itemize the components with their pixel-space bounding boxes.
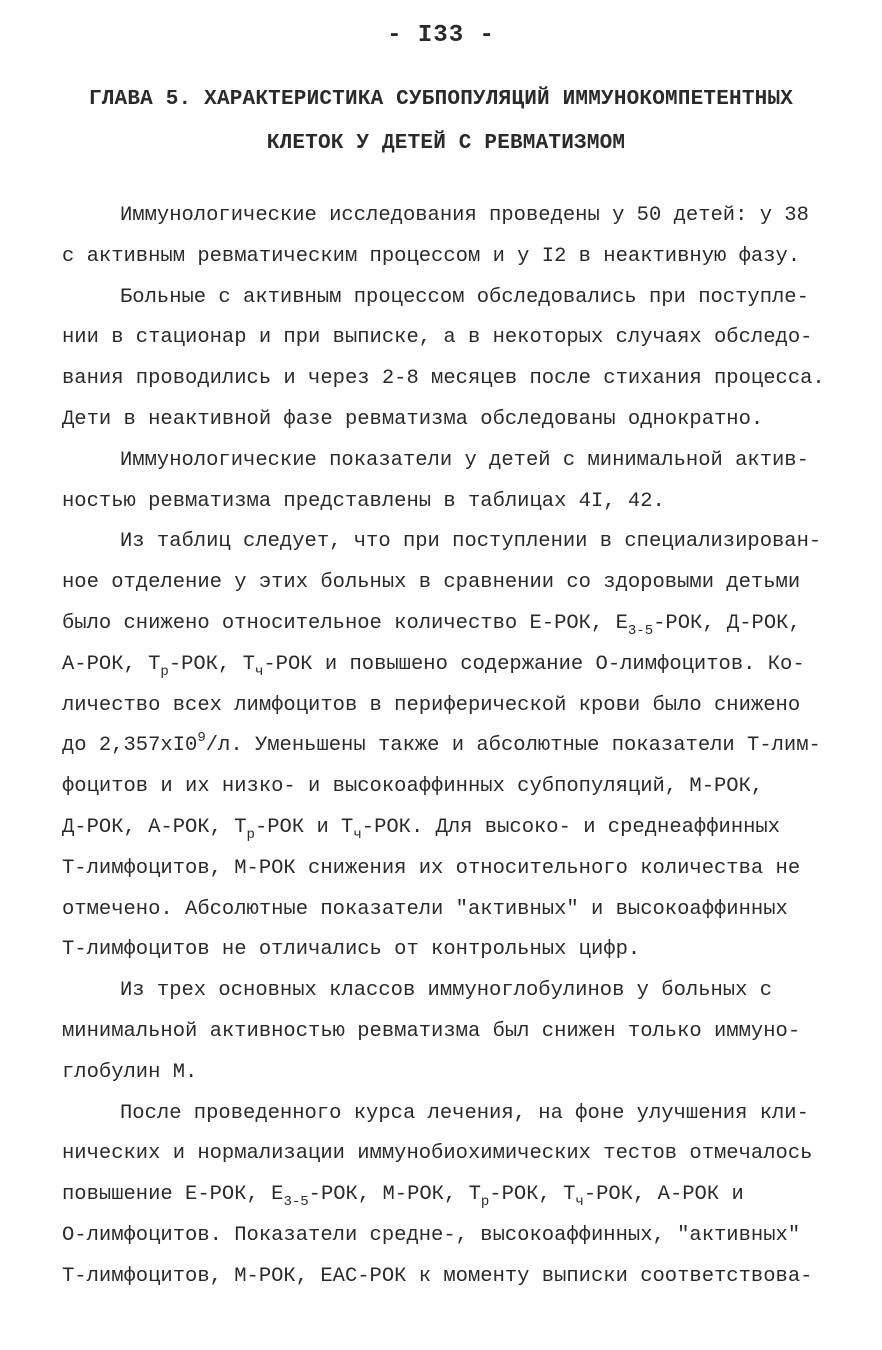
chapter-title-line-2: КЛЕТОК У ДЕТЕЙ С РЕВМАТИЗМОМ — [266, 132, 626, 155]
body-text — [62, 196, 825, 1298]
text-line: Т-лимфоцитов, М-РОК, ЕАС-РОК к моменту выписки соответствова- — [62, 1264, 813, 1288]
text-fragment: -РОК, М-РОК, Т — [308, 1183, 481, 1207]
text-line: Больные с активным процессом обследовались при поступле- — [120, 285, 809, 309]
paragraph-4 — [62, 522, 822, 971]
page-number: - I33 - — [387, 22, 495, 49]
text-line: О-лимфоцитов. Показатели средне-, высокоаффинных, "активных" — [62, 1223, 801, 1247]
text-line: Т-лимфоцитов, М-РОК снижения их относительного количества не — [62, 856, 801, 880]
text-fragment: Д-РОК, А-РОК, Т — [62, 815, 247, 839]
subscript: ч — [353, 826, 362, 843]
text-line: Из таблиц следует, что при поступлении в специализирован- — [120, 530, 822, 554]
text-line: глобулин М. — [62, 1060, 198, 1084]
text-line — [62, 604, 814, 645]
text-line: ное отделение у этих больных в сравнении со здоровыми детьми — [62, 571, 801, 595]
text-line: нии в стационар и при выписке, а в некоторых случаях обследо- — [62, 326, 813, 350]
text-line: ностью ревматизма представлены в таблицах 4I, 42. — [62, 489, 665, 513]
subscript: 3-5 — [283, 1194, 309, 1211]
text-fragment: -РОК, Т — [168, 652, 255, 676]
text-line: с активным ревматическим процессом и у I2 в неактивную фазу. — [62, 244, 801, 268]
subscript: р — [480, 1194, 490, 1211]
subscript: 3-5 — [627, 622, 654, 639]
paragraph-2 — [62, 278, 825, 441]
chapter-title — [0, 78, 882, 166]
chapter-title-line-1: ГЛАВА 5. ХАРАКТЕРИСТИКА СУБПОПУЛЯЦИЙ ИММУНОКОМПЕТЕНТНЫХ — [88, 88, 794, 111]
text-line: После проведенного курса лечения, на фоне улучшения кли- — [120, 1101, 809, 1125]
text-fragment: -РОК, Д-РОК, — [653, 611, 801, 635]
text-line: Иммунологические показатели у детей с минимальной актив- — [120, 448, 809, 472]
subscript: р — [160, 663, 169, 680]
text-fragment: повышение Е-РОК, Е — [62, 1183, 284, 1207]
text-line — [62, 726, 821, 767]
text-line: личество всех лимфоцитов в периферической крови было снижено — [62, 693, 801, 717]
text-line: Дети в неактивной фазе ревматизма обследованы однократно. — [62, 407, 764, 431]
text-line — [62, 1175, 814, 1216]
subscript: р — [246, 826, 255, 843]
text-line — [62, 645, 814, 686]
text-line: Т-лимфоцитов не отличались от контрольных цифр. — [62, 938, 641, 962]
text-fragment: -РОК, А-РОК и — [583, 1183, 744, 1207]
text-fragment: -РОК, Т — [489, 1183, 576, 1207]
text-fragment: /л. Уменьшены также и абсолютные показатели Т-лим- — [205, 734, 821, 758]
text-line: Иммунологические исследования проведены у 50 детей: у 38 — [120, 204, 809, 227]
text-line — [62, 808, 814, 849]
paragraph-5 — [62, 971, 814, 1093]
text-fragment: -РОК и Т — [254, 815, 354, 839]
text-line: отмечено. Абсолютные показатели "активных" и высокоаффинных — [62, 897, 788, 921]
paragraph-3 — [62, 441, 814, 523]
paragraph-6 — [62, 1094, 814, 1298]
text-fragment: -РОК и повышено содержание О-лимфоцитов. Ко- — [263, 652, 805, 676]
text-line: фоцитов и их низко- и высокоаффинных субпопуляций, М-РОК, — [62, 775, 764, 799]
text-fragment: А-РОК, Т — [62, 652, 161, 676]
text-fragment: было снижено относительное количество Е-РОК, Е — [62, 611, 628, 635]
text-line: Из трех основных классов иммуноглобулинов у больных с — [120, 979, 773, 1003]
paragraph-1 — [62, 196, 814, 278]
subscript: ч — [575, 1194, 584, 1211]
text-fragment: до 2,357хI0 — [62, 734, 198, 758]
superscript: 9 — [197, 730, 206, 747]
subscript: ч — [254, 663, 264, 680]
text-line: минимальной активностью ревматизма был снижен только иммуно- — [62, 1019, 801, 1043]
text-line: вания проводились и через 2-8 месяцев после стихания процесса. — [62, 367, 825, 391]
text-fragment: -РОК. Для высоко- и среднеаффинных — [361, 815, 781, 839]
text-line: нических и нормализации иммунобиохимических тестов отмечалось — [62, 1142, 813, 1166]
